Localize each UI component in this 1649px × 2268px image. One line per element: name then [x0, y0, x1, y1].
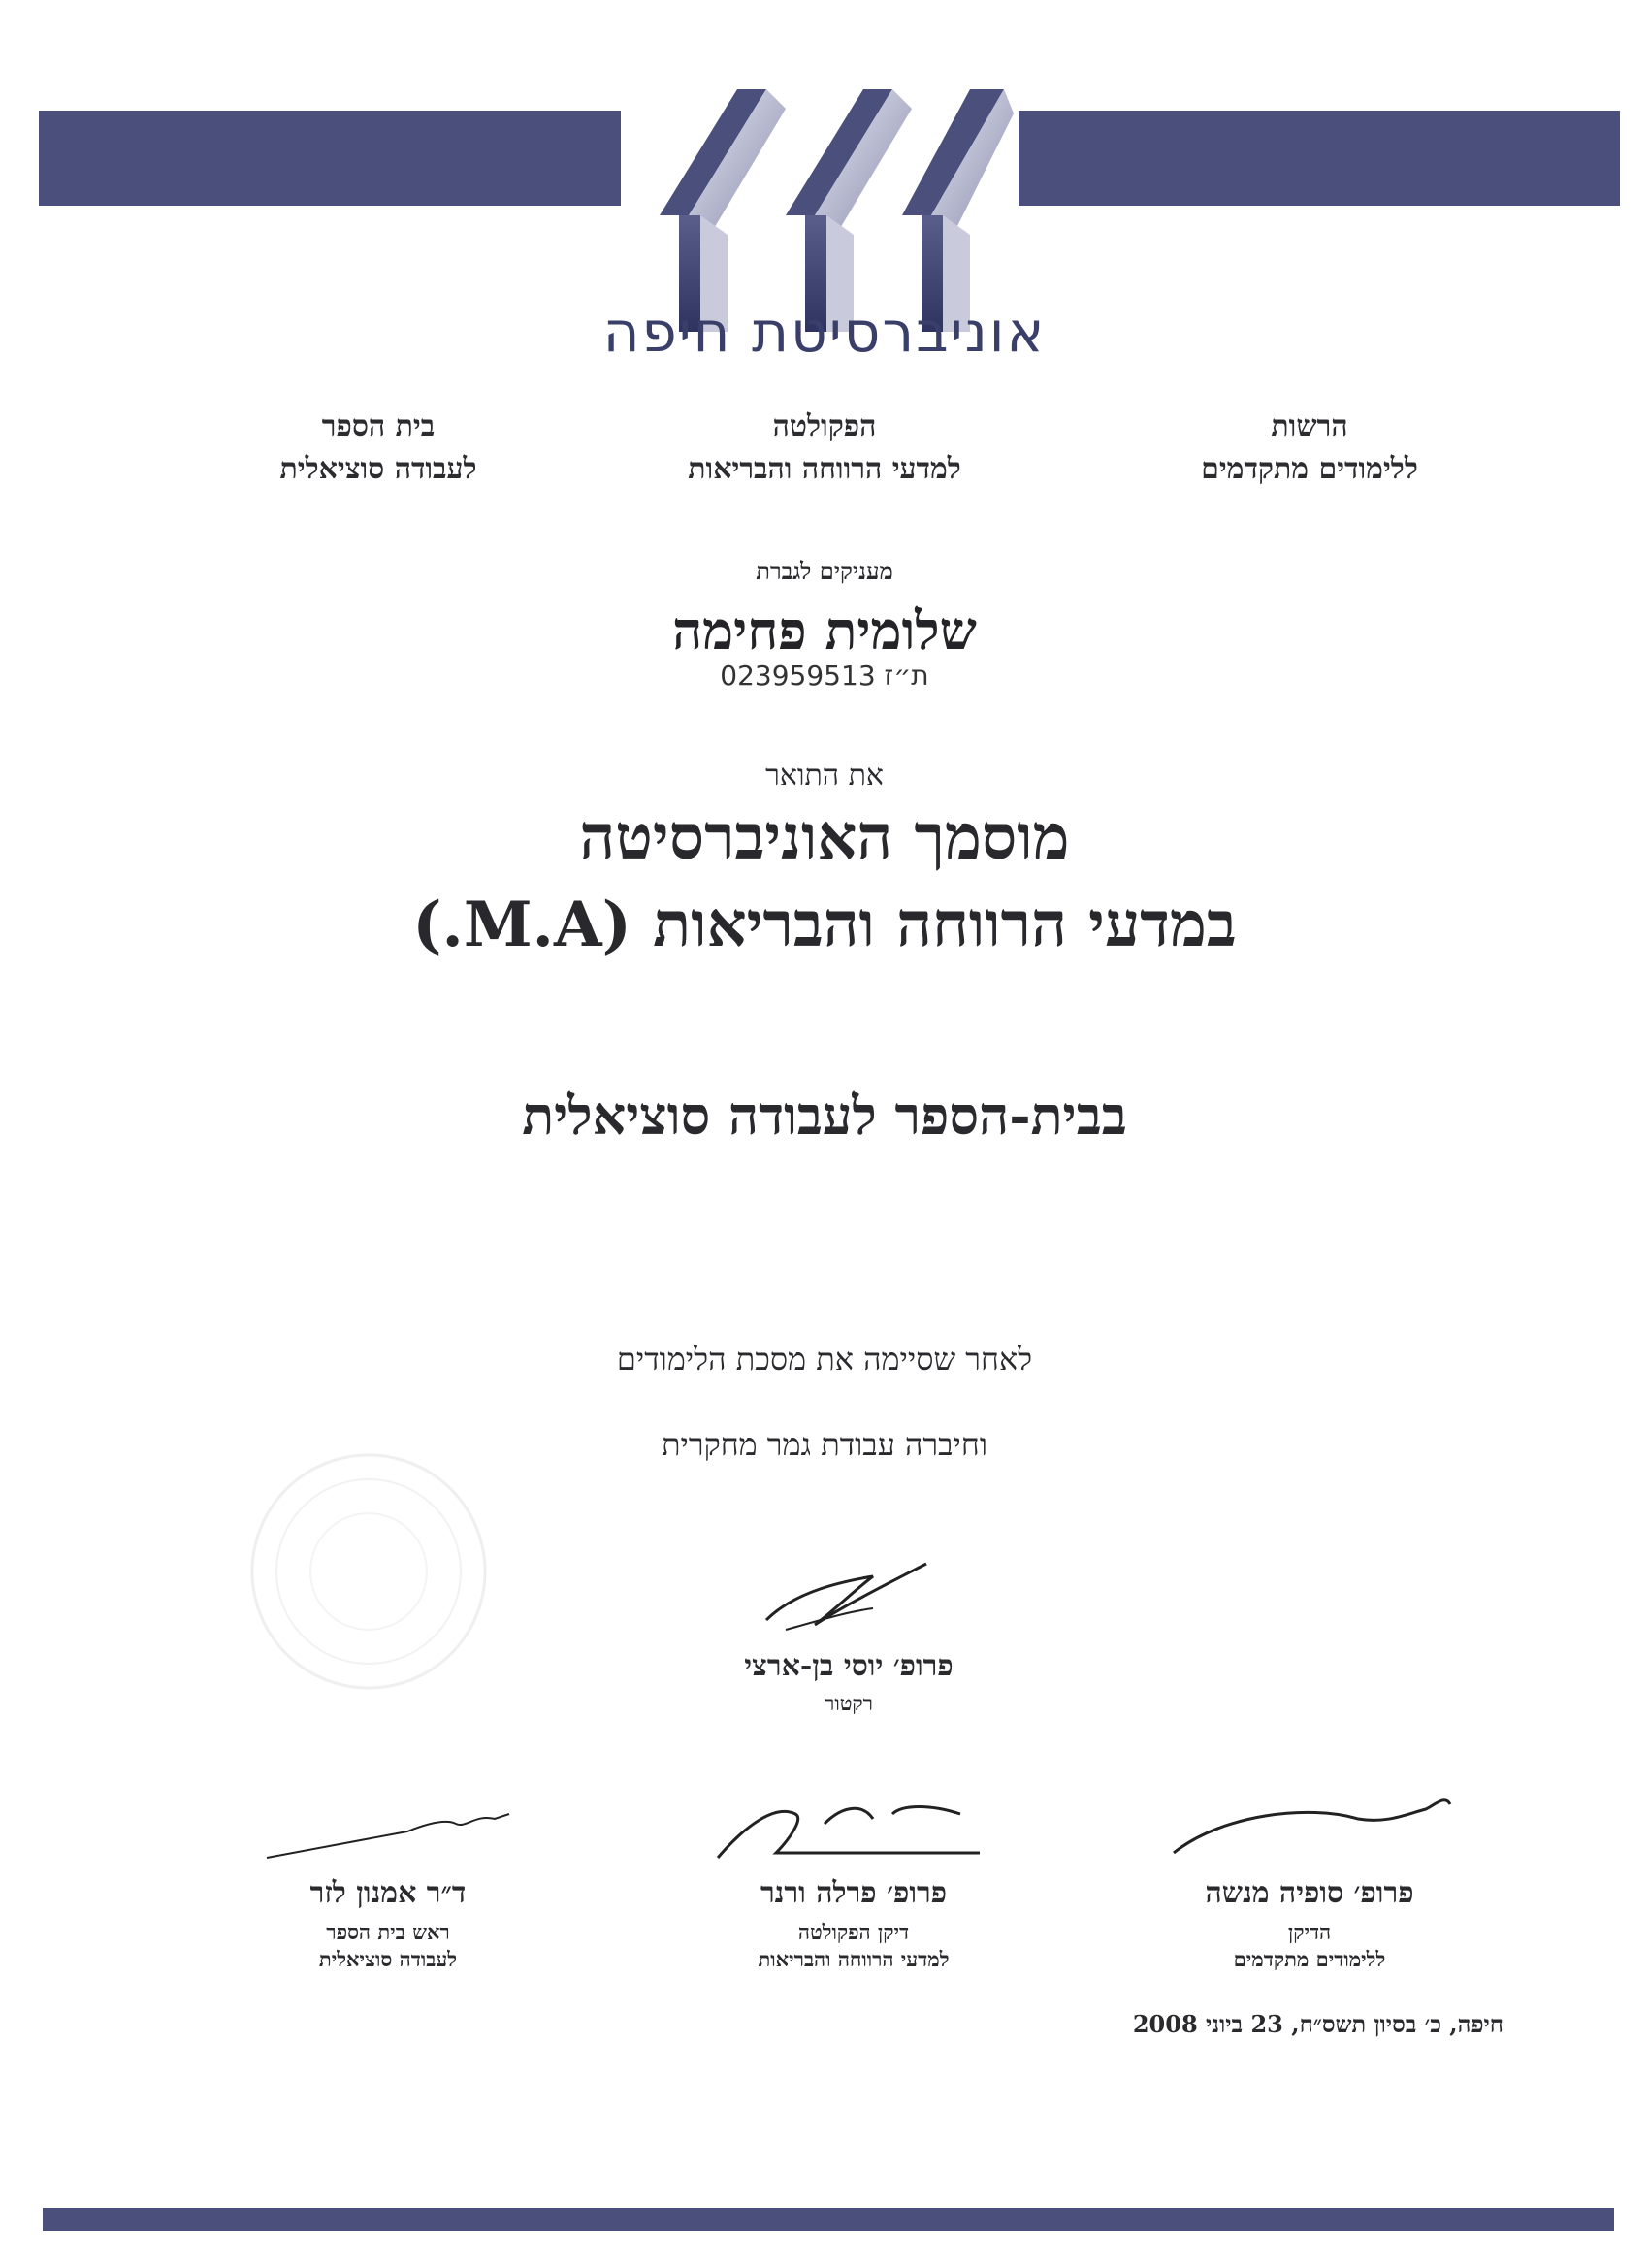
- unit-advanced-studies-line2: ללימודים מתקדמים: [1201, 452, 1418, 486]
- dean-advanced-role-line2: ללימודים מתקדמים: [1233, 1947, 1386, 1971]
- dean-faculty-role-line1: דיקן הפקולטה: [797, 1920, 910, 1944]
- header-band-right: [1007, 111, 1620, 206]
- degree-title-line1: מוסמך האוניברסיטה: [579, 801, 1070, 874]
- unit-advanced-studies-line1: הרשות: [1271, 409, 1348, 443]
- school-head-role-line2: לעבודה סוציאלית: [318, 1947, 458, 1971]
- recipient-id-label: ת״ז: [884, 660, 929, 692]
- unit-school-line2: לעבודה סוציאלית: [279, 452, 477, 486]
- dean-faculty-signature-icon: [708, 1785, 989, 1863]
- unit-faculty-line1: הפקולטה: [772, 409, 877, 443]
- unit-advanced-studies: [1116, 405, 1504, 491]
- rector-role: רקטור: [824, 1691, 873, 1715]
- degree-title-line2: במדעי הרווחה והבריאות (M.A.): [412, 889, 1237, 961]
- dean-advanced-signature-icon: [1164, 1785, 1455, 1863]
- dean-advanced-name: פרופ׳ סופיה מנשה: [1205, 1876, 1414, 1910]
- recipient-id-number: 023959513: [720, 660, 876, 692]
- rector-name: פרופ׳ יוסי בן-ארצי: [744, 1649, 954, 1683]
- completion-line2: וחיברה עבודת גמר מחקרית: [661, 1426, 988, 1463]
- school-head-name: ד״ר אמנון לזר: [309, 1876, 467, 1910]
- embossed-seal-icon: [223, 1426, 514, 1717]
- degree-intro: את התואר: [765, 759, 884, 793]
- granting-line: מעניקים לגברת: [756, 557, 893, 585]
- dean-advanced-role-line1: הדיקן: [1287, 1920, 1332, 1944]
- unit-school-line1: בית הספר: [321, 409, 436, 443]
- completion-line1: לאחר שסיימה את מסכת הלימודים: [616, 1341, 1033, 1377]
- recipient-name: שלומית פחימה: [672, 599, 977, 662]
- university-logo-text: אוניברסיטת חיפה: [602, 299, 1047, 365]
- school-head-role-line1: ראש בית הספר: [326, 1920, 450, 1944]
- dean-faculty-role-line2: למדעי הרווחה והבריאות: [758, 1947, 950, 1971]
- unit-faculty: [601, 405, 1048, 491]
- dean-faculty-role: [660, 1919, 1048, 1973]
- footer-band: [43, 2208, 1614, 2231]
- school-head-signature-icon: [262, 1795, 514, 1863]
- recipient-id: [630, 660, 1018, 692]
- dean-advanced-role: [1116, 1919, 1504, 1973]
- issue-date: חיפה, כ׳ בסיון תשס״ח, 23 ביוני 2008: [1132, 2010, 1504, 2038]
- degree-school: בבית-הספר לעבודה סוציאלית: [522, 1085, 1127, 1147]
- school-head-role: [194, 1919, 582, 1973]
- unit-faculty-line2: למדעי הרווחה והבריאות: [688, 452, 961, 486]
- rector-signature-icon: [757, 1552, 941, 1639]
- unit-school: [184, 405, 572, 491]
- dean-faculty-name: פרופ׳ פרלה ורנר: [760, 1876, 948, 1910]
